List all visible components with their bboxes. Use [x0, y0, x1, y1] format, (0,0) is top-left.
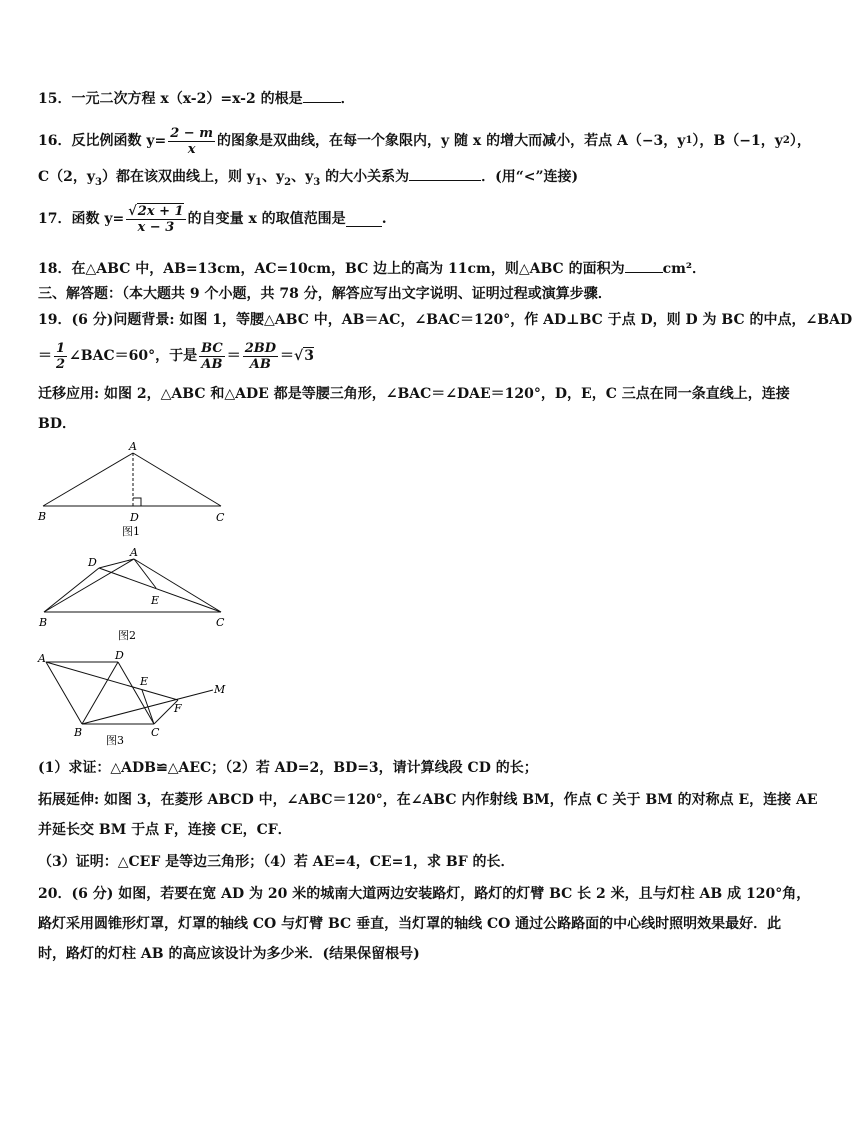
answer-blank: [625, 258, 663, 273]
fig3-segment-af: [46, 662, 178, 700]
q19-half-den: 2: [56, 356, 66, 372]
q16-line2c: 、y: [261, 169, 285, 185]
fig3-caption: 图3: [106, 734, 124, 747]
fig1-label-c: C: [216, 511, 225, 524]
fig3-label-c: C: [151, 726, 160, 739]
q17-mid: 的自变量 x 的取值范围是: [187, 211, 346, 227]
q16-mid2: ），B（−1，y: [692, 133, 783, 149]
question-18: [38, 258, 756, 279]
question-19-parts-3-4: （3）证明：△CEF 是等边三角形；（4）若 AE=4，CE=1，求 BF 的长．: [38, 854, 515, 870]
question-19-parts-1-2: (1）求证：△ADB≌△AEC；（2）若 AD=2，BD=3，请计算线段 CD 的长；: [38, 760, 538, 776]
question-19-line4: BD．: [38, 416, 76, 432]
q15-tail: ．: [340, 91, 355, 107]
question-20-line3: 时，路灯的灯柱 AB 的高应该设计为多少米．(结果保留根号): [38, 946, 420, 962]
q16-frac-den: x: [187, 141, 196, 157]
fig3-label-e: E: [140, 675, 149, 688]
q16-line2d: 、y: [291, 169, 314, 185]
q16-line2f: ．(用“<”连接): [481, 169, 579, 185]
q18-text: 18．在△ABC 中，AB=13cm，AC=10cm，BC 边上的高为 11cm，则△ABC 的面积为: [38, 261, 625, 277]
q17-frac-den: x − 3: [137, 219, 175, 235]
q19-sqrt3: √3: [294, 348, 314, 364]
fig3-label-f: F: [174, 702, 182, 715]
q16-s3: 3: [313, 176, 321, 188]
answer-blank: [346, 212, 382, 227]
answer-blank: [303, 88, 341, 103]
q16-fraction: [168, 126, 215, 157]
fig3-label-m: M: [214, 683, 226, 696]
fig1-segment-ac: [133, 453, 221, 506]
fig1-right-angle-mark: [133, 498, 141, 506]
fig1-label-d: D: [130, 511, 139, 524]
q19-eq-a: ＝: [38, 348, 52, 364]
q19-eq-d: ＝: [280, 348, 294, 364]
fig2-label-e: E: [151, 594, 160, 607]
fig1-label-a: A: [129, 440, 137, 453]
q16-prefix: 16．反比例函数 y=: [38, 133, 167, 149]
fig2-label-d: D: [88, 556, 97, 569]
fig2-segment-ad: [99, 559, 134, 568]
question-19-line1: 19．(6 分)问题背景: 如图 1，等腰△ABC 中，AB＝AC，∠BAC＝120°，作 AD⊥BC 于点 D，则 D 为 BC 的中点，∠BAD: [38, 312, 852, 328]
q17-fraction: [126, 204, 185, 235]
fig3-segment-bd: [82, 662, 118, 724]
q16-s2: 2: [284, 176, 292, 188]
q19-frac2: [243, 341, 278, 372]
question-19-line2: [38, 336, 756, 376]
fig3-label-d: D: [115, 649, 124, 662]
fig3-label-b: B: [74, 726, 83, 739]
answer-blank: [409, 166, 481, 181]
q17-prefix: 17．函数 y=: [38, 211, 125, 227]
fig2-label-a: A: [130, 546, 138, 559]
q16-line2a: C（2，y: [38, 169, 96, 185]
q19-f2-num: 2BD: [244, 340, 276, 356]
q16-mid: 的图象是双曲线，在每一个象限内，y 随 x 的增大而减小，若点 A（−3，y: [216, 133, 686, 149]
fig1-caption: 图1: [122, 525, 140, 538]
fig2-label-c: C: [216, 616, 225, 629]
q16-sub2: 2: [782, 135, 790, 146]
q16-sub3: 3: [95, 176, 102, 188]
q19-f1-den: AB: [201, 356, 223, 372]
question-20-line2: 路灯采用圆锥形灯罩，灯罩的轴线 CO 与灯臂 BC 垂直，当灯罩的轴线 CO 通过公路路面的中心线时照明效果最好．此: [38, 916, 782, 932]
q15-text: 15．一元二次方程 x（x-2）=x-2 的根是: [38, 91, 303, 107]
q19-f2-den: AB: [249, 356, 271, 372]
question-19-extension-line2: 并延长交 BM 于点 F，连接 CE，CF．: [38, 822, 292, 838]
q19-frac1: [199, 341, 225, 372]
q19-half: [54, 341, 67, 372]
section-3-heading: 三、解答题：（本大题共 9 个小题，共 78 分，解答应写出文字说明、证明过程或演算步骤．: [38, 286, 612, 302]
q19-half-num: 1: [56, 340, 66, 356]
fig2-label-b: B: [39, 616, 48, 629]
q19-eq-b: ∠BAC＝60°，于是: [69, 348, 198, 364]
fig3-label-a: A: [38, 652, 46, 665]
q16-s1: 1: [255, 176, 262, 188]
fig2-caption: 图2: [118, 629, 136, 642]
q16-line2e: 的大小关系为: [320, 169, 410, 185]
q16-frac-num: 2 − m: [170, 125, 213, 141]
figure-3: [38, 648, 248, 748]
q16-line2b: ）都在该双曲线上，则 y: [102, 169, 256, 185]
question-19-line3: 迁移应用: 如图 2，△ABC 和△ADE 都是等腰三角形，∠BAC＝∠DAE＝120°，D，E，C 三点在同一条直线上，连接: [38, 386, 790, 402]
fig1-segment-ab: [43, 453, 133, 506]
q16-mid3: ），: [789, 133, 811, 149]
q17-sqrt-content: 2x + 1: [137, 203, 184, 219]
figure-2: [38, 544, 248, 644]
q18-tail: cm²．: [662, 261, 707, 277]
question-17: [38, 200, 756, 238]
q19-eq-c: ＝: [226, 348, 241, 364]
q17-frac-num: √2x + 1: [128, 203, 184, 219]
q19-sqrt3-content: 3: [304, 348, 314, 364]
question-20-line1: 20．(6 分) 如图，若要在宽 AD 为 20 米的城南大道两边安装路灯，路灯的灯臂 BC 长 2 米，且与灯柱 AB 成 120°角，: [38, 886, 811, 902]
question-19-extension-line1: 拓展延伸: 如图 3，在菱形 ABCD 中，∠ABC＝120°，在∠ABC 内作射线 BM，作点 C 关于 BM 的对称点 E，连接 AE: [38, 792, 818, 808]
question-16-line1: [38, 125, 811, 157]
question-15: [38, 88, 756, 109]
q16-sub1: 1: [685, 135, 693, 146]
question-16-line2: [38, 166, 756, 193]
q17-tail: .: [381, 211, 387, 227]
fig1-label-b: B: [38, 510, 47, 523]
figure-1: [38, 440, 248, 540]
fig2-segment-bd: [44, 568, 99, 612]
fig2-segment-ae: [134, 559, 156, 588]
q19-f1-num: BC: [201, 340, 223, 356]
fig3-segment-dc: [118, 662, 154, 724]
